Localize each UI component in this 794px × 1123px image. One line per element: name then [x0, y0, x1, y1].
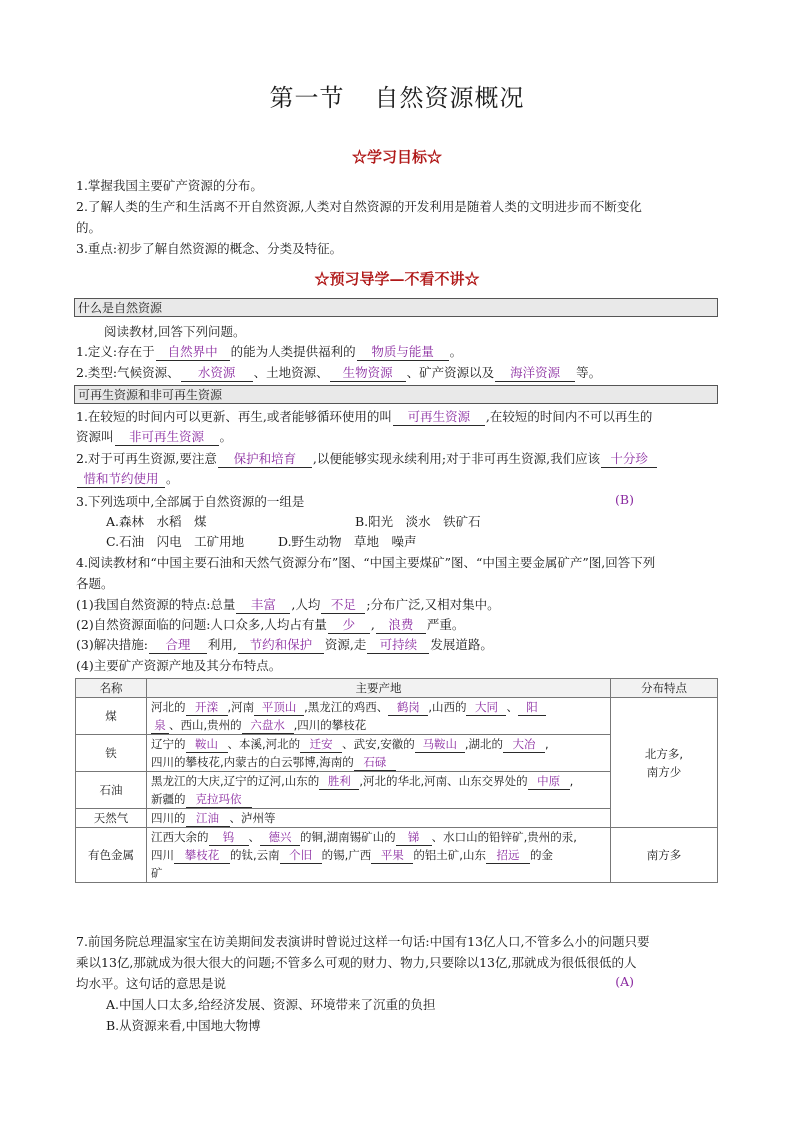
- row-name-iron: 铁: [76, 735, 147, 772]
- title-topic: 自然资源概况: [374, 84, 525, 112]
- table-row: [76, 828, 718, 883]
- question-3-option-b: B.阳光 淡水 铁矿石: [355, 514, 481, 529]
- answer-blank: 可再生资源: [393, 408, 485, 426]
- answer-blank: 物质与能量: [357, 343, 449, 361]
- question-7-line1: 7.前国务院总理温家宝在访美期间发表演讲时曾说过这样一句话:中国有13亿人口,不管多么小的问题只要: [76, 934, 650, 949]
- goal-2-line2: 的。: [76, 220, 102, 235]
- table-row: [76, 698, 718, 735]
- table-header-name: 名称: [76, 679, 147, 698]
- question-4-stem-line1: 4.阅读教材和“中国主要石油和天然气资源分布”图、“中国主要煤矿”图、“中国主要金属矿产”图,回答下列: [76, 555, 656, 570]
- answer-blank: 生物资源: [330, 364, 406, 382]
- question-4-part-2: (2)自然资源面临的问题:人口众多,人均占有量 少 , 浪费 严重。: [76, 617, 465, 632]
- renewable-care-line2: 惜和节约使用 。: [76, 469, 726, 489]
- table-header-location: 主要产地: [147, 679, 611, 698]
- learning-goals-heading: ☆学习目标☆: [351, 148, 442, 166]
- preview-heading: ☆预习导学—不看不讲☆: [314, 270, 480, 288]
- types-line: 2.类型:气候资源、 水资源 、土地资源、 生物资源 、矿产资源以及 海洋资源 等。: [76, 365, 602, 380]
- title-section-number: 第一节: [269, 84, 345, 112]
- answer-blank: 非可再生资源: [115, 428, 219, 446]
- question-3-option-c: C.石油 闪电 工矿用地: [106, 534, 245, 549]
- table-header-row: [76, 679, 718, 698]
- renewable-line1: 1.在较短的时间内可以更新、再生,或者能够循环使用的叫 可再生资源 ,在较短的时间内不可以再生的: [76, 409, 653, 424]
- answer-blank: 惜和节约使用: [77, 470, 165, 488]
- question-7-line2: 乘以13亿,那就成为很大很大的问题;不管多么可观的财力、物力,只要除以13亿,那就成为很低很低的人: [76, 955, 637, 970]
- table-header-distribution: 分布特点: [611, 679, 718, 698]
- row-name-nonferrous: 有色金属: [76, 828, 147, 883]
- row-locations-gas: 四川的 江油 、泸州等: [147, 809, 611, 828]
- goal-3: 3.重点:初步了解自然资源的概念、分类及特征。: [76, 241, 343, 256]
- renewable-line2: 资源叫 非可再生资源 。: [76, 429, 233, 444]
- question-3-answer: (B): [615, 492, 634, 507]
- distribution-south-more: 南方多: [611, 828, 718, 883]
- answer-blank: 保护和培育: [218, 450, 312, 468]
- answer-blank: 浪费: [376, 616, 426, 634]
- definition-line: 1.定义:存在于 自然界中 的能为人类提供福利的 物质与能量 。: [76, 344, 463, 359]
- row-locations-coal: 河北的 开滦 ,河南 平顶山 ,黑龙江的鸡西、 鹤岗 ,山西的 大同 、 阳 泉 、西山,贵州的 六盘水 ,四川的攀枝花: [147, 698, 611, 735]
- answer-blank: 不足: [321, 596, 365, 614]
- mineral-table: [75, 678, 718, 883]
- answer-blank: 少: [328, 616, 370, 634]
- question-7-answer: (A): [615, 974, 634, 989]
- question-3-option-a: A.森林 水稻 煤: [106, 514, 207, 529]
- row-locations-oil: 黑龙江的大庆,辽宁的辽河,山东的 胜利 ,河北的华北,河南、山东交界处的 中原 , 新疆的 克拉玛依: [147, 772, 611, 809]
- answer-blank: 十分珍: [601, 450, 657, 468]
- answer-blank: 海洋资源: [495, 364, 575, 382]
- answer-blank: 丰富: [236, 596, 290, 614]
- row-name-oil: 石油: [76, 772, 147, 809]
- row-locations-nonferrous: 江西大余的 钨 、 德兴 的铜,湖南锡矿山的 锑 、水口山的铅锌矿,贵州的汞, 四川 攀枝花 的钛,云南 个旧 的锡,广西 平果 的铝土矿,山东 招远 的金 矿: [147, 828, 611, 883]
- distribution-north-more: 北方多, 南方少: [611, 698, 718, 828]
- read-instruction: 阅读教材,回答下列问题。: [104, 324, 246, 339]
- answer-blank: 合理: [149, 636, 207, 654]
- row-name-gas: 天然气: [76, 809, 147, 828]
- goal-1: 1.掌握我国主要矿产资源的分布。: [76, 178, 263, 193]
- answer-blank: 节约和保护: [238, 636, 324, 654]
- question-3-option-d: D.野生动物 草地 噪声: [278, 534, 417, 549]
- renewable-care-line1: 2.对于可再生资源,要注意 保护和培育 ,以便能够实现永续利用;对于非可再生资源,我们应该 十分珍: [76, 449, 726, 469]
- question-7-option-b: B.从资源来看,中国地大物博: [106, 1018, 261, 1033]
- goal-2-line1: 2.了解人类的生产和生活离不开自然资源,人类对自然资源的开发利用是随着人类的文明进步而不断变化: [76, 199, 642, 214]
- question-4-part-1: (1)我国自然资源的特点:总量 丰富 ,人均 不足 ;分布广泛,又相对集中。: [76, 597, 500, 612]
- answer-blank: 自然界中: [156, 343, 230, 361]
- page-title: [0, 78, 794, 113]
- question-3-stem: 3.下列选项中,全部属于自然资源的一组是: [76, 494, 305, 509]
- question-4-stem-line2: 各题。: [76, 576, 114, 591]
- section-box-natural-resources: 什么是自然资源: [74, 298, 718, 317]
- question-7-option-a: A.中国人口太多,给经济发展、资源、环境带来了沉重的负担: [106, 997, 436, 1012]
- answer-blank: 水资源: [181, 364, 253, 382]
- section-box-renewable: 可再生资源和非可再生资源: [74, 385, 718, 404]
- row-name-coal: 煤: [76, 698, 147, 735]
- question-4-part-4: (4)主要矿产资源产地及其分布特点。: [76, 658, 282, 673]
- row-locations-iron: 辽宁的 鞍山 、本溪,河北的 迁安 、武安,安徽的 马鞍山 ,湖北的 大冶 , 四川的攀枝花,内蒙古的白云鄂博,海南的 石碌: [147, 735, 611, 772]
- question-4-part-3: (3)解决措施: 合理 利用, 节约和保护 资源,走 可持续 发展道路。: [76, 637, 493, 652]
- question-7-line3: 均水平。这句话的意思是说: [76, 976, 227, 991]
- answer-blank: 可持续: [367, 636, 429, 654]
